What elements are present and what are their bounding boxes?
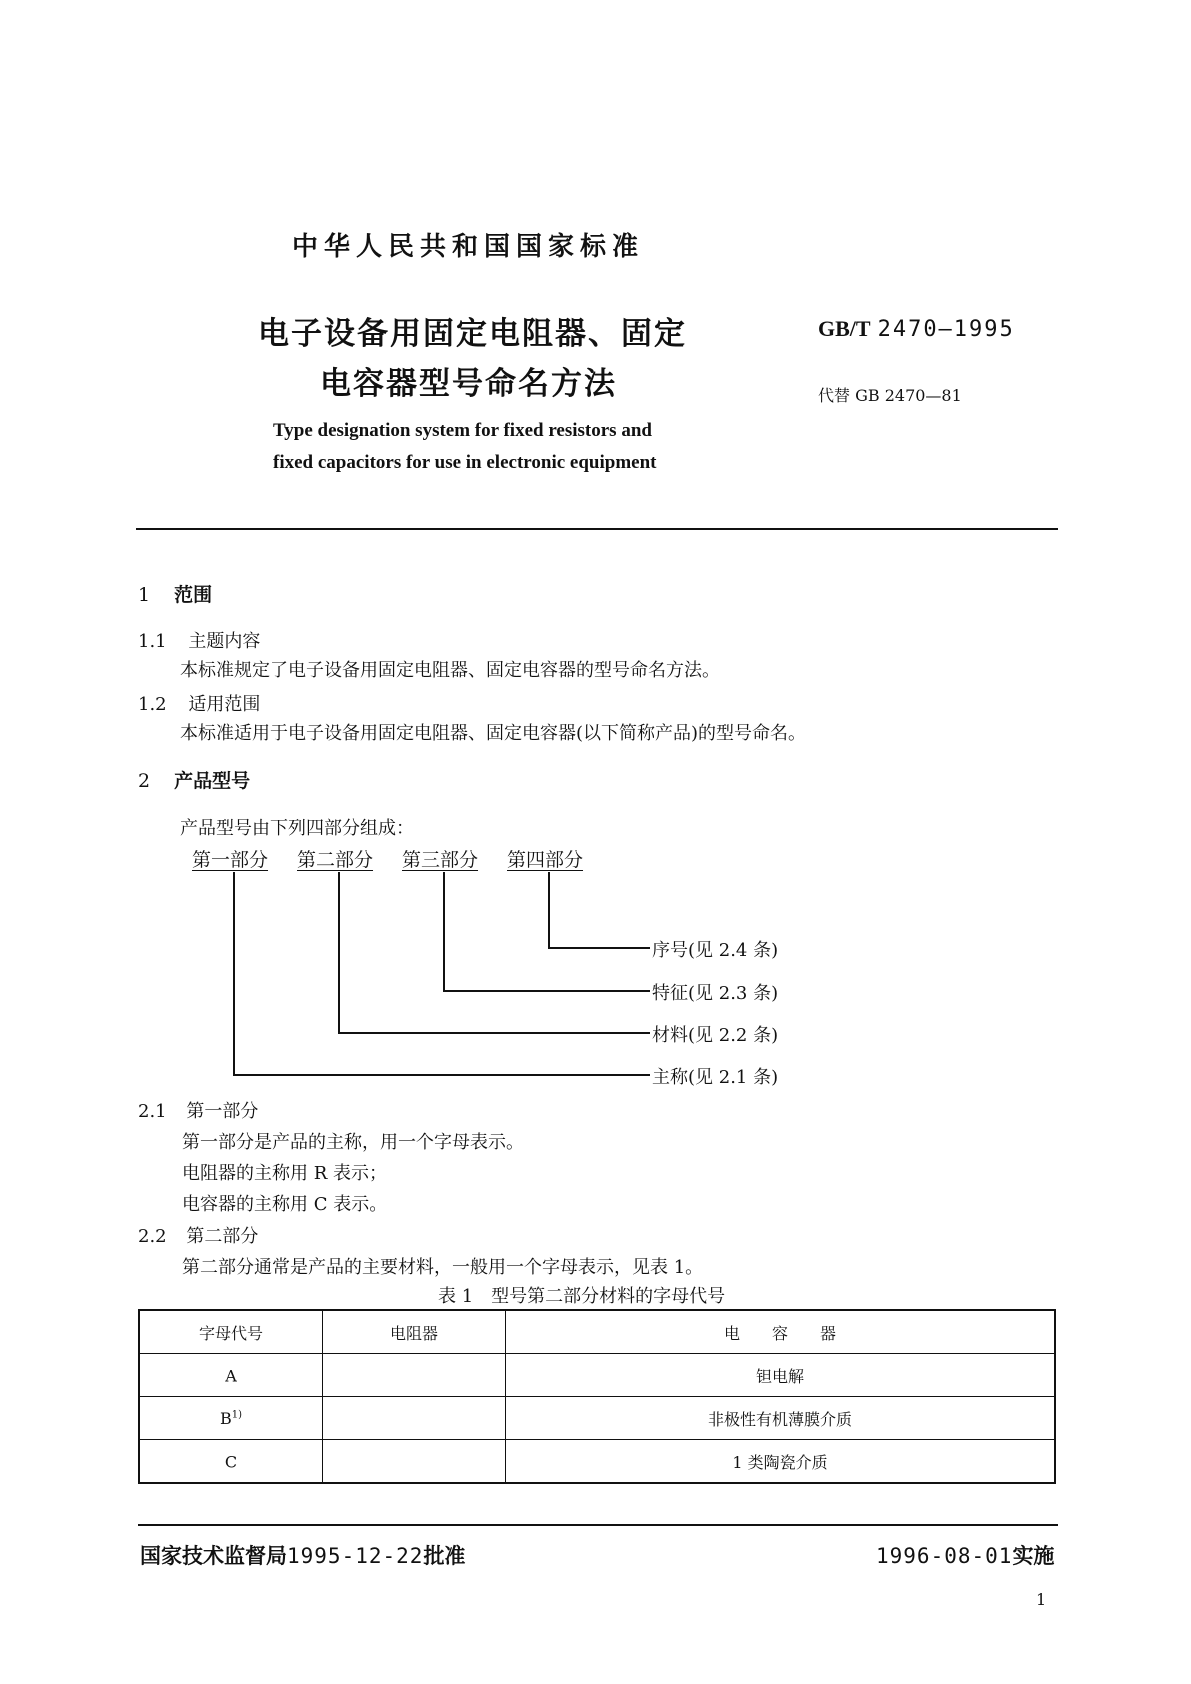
section-2-1-heading [138, 1097, 258, 1123]
diagram-label-feature: 特征(见 2.3 条) [652, 983, 779, 1004]
diagram-label-material: 材料(见 2.2 条) [652, 1025, 779, 1046]
code-letter: A [225, 1366, 237, 1386]
connector-part-2-vertical [338, 872, 340, 1032]
connector-part-4-horizontal [548, 947, 650, 949]
section-1-2-title: 适用范围 [188, 694, 261, 715]
table-header-capacitor: 电 容 器 [506, 1310, 1056, 1354]
diagram-part-3: 第三部分 [402, 849, 479, 871]
diagram-label-main-name: 主称(见 2.1 条) [652, 1067, 779, 1088]
footer-effective [876, 1540, 1054, 1570]
diagram-part-1: 第一部分 [192, 849, 269, 871]
section-1-1-number: 1.1 [138, 631, 167, 652]
section-2-2-title: 第二部分 [186, 1226, 259, 1247]
connector-part-4-vertical [548, 872, 550, 947]
title-line-2: 电容器型号命名方法 [320, 366, 617, 402]
connector-part-1-vertical [233, 872, 235, 1074]
section-2-2-number: 2.2 [138, 1226, 167, 1247]
section-2-1-text-1: 第一部分是产品的主称，用一个字母表示。 [182, 1132, 524, 1153]
table-header-resistor: 电阻器 [323, 1310, 506, 1354]
section-1-2-text: 本标准适用于电子设备用固定电阻器、固定电容器(以下简称产品)的型号命名。 [180, 723, 807, 744]
code-letter: B [219, 1408, 232, 1428]
table-cell-code [139, 1354, 323, 1397]
code-prefix: GB/T [818, 316, 871, 341]
table-cell-capacitor: 非极性有机薄膜介质 [506, 1397, 1056, 1440]
table-row [139, 1397, 1055, 1440]
section-2-1-text-2: 电阻器的主称用 R 表示； [182, 1163, 387, 1184]
section-1-1-heading [138, 627, 260, 653]
section-1-number: 1 [138, 584, 151, 606]
connector-part-1-horizontal [233, 1074, 650, 1076]
table-cell-resistor [323, 1354, 506, 1397]
section-2-title: 产品型号 [174, 770, 251, 792]
table-row [139, 1440, 1055, 1484]
section-1-1-title: 主题内容 [188, 631, 261, 652]
table-cell-capacitor: 钽电解 [506, 1354, 1056, 1397]
approval-date: 1995-12-22 [287, 1544, 424, 1568]
connector-part-3-vertical [443, 872, 445, 990]
table-cell-capacitor: 1 类陶瓷介质 [506, 1440, 1056, 1484]
table-header-row [139, 1310, 1055, 1354]
effective-date: 1996-08-01 [876, 1544, 1013, 1568]
connector-part-3-horizontal [443, 990, 650, 992]
diagram-label-serial: 序号(见 2.4 条) [652, 940, 779, 961]
section-2-1-number: 2.1 [138, 1101, 167, 1122]
section-1-1-text: 本标准规定了电子设备用固定电阻器、固定电容器的型号命名方法。 [180, 660, 720, 681]
footer-divider [138, 1524, 1058, 1526]
table-row [139, 1354, 1055, 1397]
table-cell-resistor [323, 1440, 506, 1484]
standard-code [818, 316, 1015, 342]
table-header-code: 字母代号 [139, 1310, 323, 1354]
section-2-intro: 产品型号由下列四部分组成： [180, 818, 414, 839]
connector-part-2-horizontal [338, 1032, 650, 1034]
table-cell-code [139, 1440, 323, 1484]
table-1 [138, 1309, 1056, 1484]
table-1-caption: 表 1 型号第二部分材料的字母代号 [438, 1286, 726, 1307]
code-number: 2470—1995 [877, 317, 1015, 342]
diagram-part-4: 第四部分 [507, 849, 584, 871]
standard-type: 中华人民共和国国家标准 [292, 232, 645, 262]
section-1-heading [138, 580, 212, 607]
code-letter: C [224, 1452, 238, 1472]
approval-org: 国家技术监督局 [140, 1544, 287, 1568]
title-line-1: 电子设备用固定电阻器、固定 [258, 316, 687, 352]
section-2-1-title: 第一部分 [186, 1101, 259, 1122]
table-cell-resistor [323, 1397, 506, 1440]
diagram-part-2: 第二部分 [297, 849, 374, 871]
replaces-note: 代替 GB 2470—81 [818, 386, 962, 405]
footer-approval [140, 1540, 465, 1570]
table-cell-code [139, 1397, 323, 1440]
code-footnote: 1) [231, 1409, 243, 1421]
approval-word: 批准 [423, 1544, 466, 1568]
section-2-2-heading [138, 1222, 258, 1248]
page-number: 1 [1036, 1590, 1047, 1609]
english-title-line-1: Type designation system for fixed resistors and [273, 420, 652, 441]
english-title-line-2: fixed capacitors for use in electronic equipment [273, 452, 657, 473]
section-2-number: 2 [138, 770, 151, 792]
effective-word: 实施 [1012, 1544, 1055, 1568]
section-1-2-number: 1.2 [138, 694, 167, 715]
section-2-1-text-3: 电容器的主称用 C 表示。 [182, 1194, 388, 1215]
section-2-heading [138, 766, 250, 793]
header-divider [136, 528, 1058, 530]
section-1-title: 范围 [174, 584, 213, 606]
section-1-2-heading [138, 690, 260, 716]
section-2-2-text: 第二部分通常是产品的主要材料，一般用一个字母表示，见表 1。 [182, 1257, 704, 1278]
